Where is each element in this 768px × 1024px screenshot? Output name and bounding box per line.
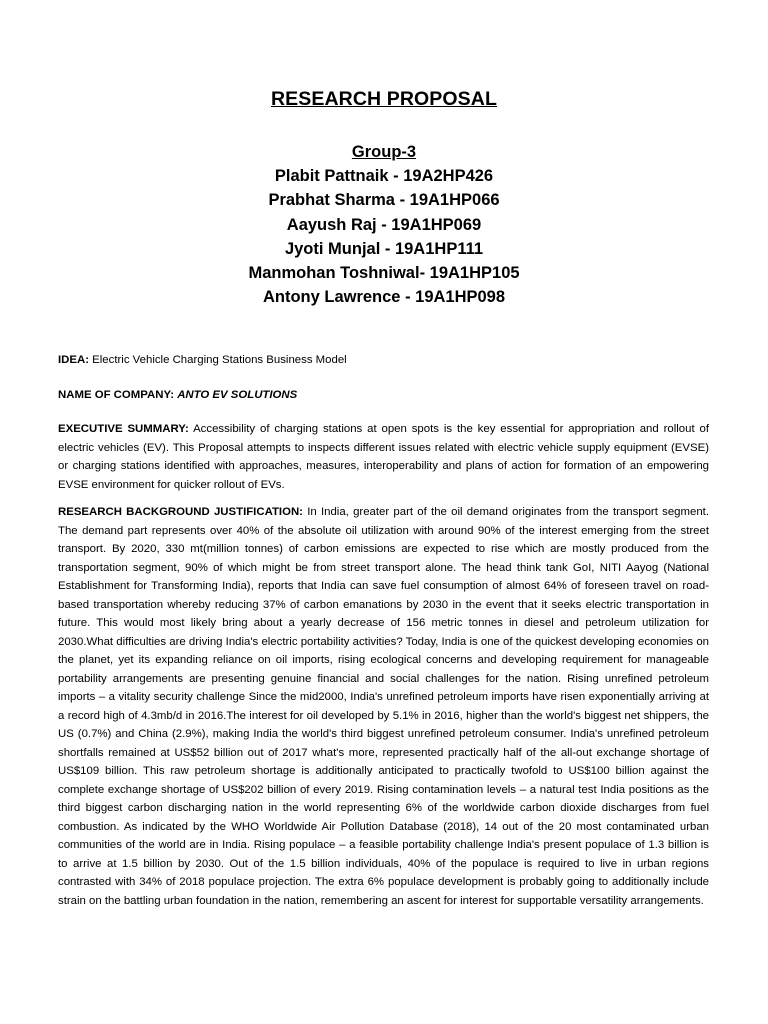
- idea-text: Electric Vehicle Charging Stations Business Model: [89, 354, 347, 366]
- group-member: Aayush Raj - 19A1HP069: [286, 215, 482, 234]
- group-member: Antony Lawrence - 19A1HP098: [262, 288, 506, 307]
- idea-paragraph: [58, 351, 709, 370]
- group-member: Manmohan Toshniwal- 19A1HP105: [248, 264, 520, 283]
- group-member: Plabit Pattnaik - 19A2HP426: [274, 167, 494, 185]
- document-title: RESEARCH PROPOSAL: [271, 88, 497, 110]
- idea-label: IDEA:: [58, 354, 90, 366]
- research-background-label: RESEARCH BACKGROUND JUSTIFICATION:: [58, 506, 303, 518]
- group-heading: Group-3: [351, 143, 417, 161]
- company-label: NAME OF COMPANY:: [58, 389, 175, 401]
- executive-summary-text: Accessibility of charging stations at open spots is the key essential for appropriation and rollout of electric vehicles (EV). This Proposal attempts to inspects different issues related with electric vehicle supply equipment (EVSE) or charging stations identified with approaches, measures, interoperability and plans of action for formation of an empowering EVSE environment for quicker rollout of EVs.: [58, 423, 709, 491]
- executive-summary-label: EXECUTIVE SUMMARY:: [58, 423, 189, 435]
- executive-summary-paragraph: [58, 420, 709, 494]
- company-paragraph: [58, 386, 709, 405]
- company-name: ANTO EV SOLUTIONS: [177, 389, 298, 401]
- group-block: [0, 140, 768, 310]
- group-member: Jyoti Munjal - 19A1HP111: [284, 239, 484, 258]
- research-background-paragraph: [58, 503, 709, 910]
- research-background-text: In India, greater part of the oil demand originates from the transport segment. The demand part represents over 40% of the absolute oil utilization with around 90% of the interest emerging from the street transport. By 2020, 330 mt(million tonnes) of carbon emissions are expected to rise which are mostly produced from the transportation segment, 90% of which might be from street transport alone. The head think tank GoI, NITI Aayog (National Establishment for Transforming India), reports that India can save fuel consumption of almost 64% of foreseen travel on road-based transportation whereby reducing 37% of carbon emanations by 2030 in the event that it seeks electric transportation in future. This would most likely bring about a yearly decrease of 156 metric tonnes in diesel and petroleum utilization for 2030.What difficulties are driving India's electric portability activities? Today, India is one of the quickest developing economies on the planet, yet its expanding reliance on oil imports, rising ecological concerns and developing requirement for manageable portability arrangements are presenting genuine financial and social challenges for the nation. Rising unrefined petroleum imports – a vitality security challenge Since the mid2000, India's unrefined petroleum imports have risen exponentially arriving at a record high of 4.3mb/d in 2016.The interest for oil developed by 5.1% in 2016, higher than the world's biggest net shippers, the US (0.7%) and China (2.9%), making India the world's third biggest unrefined petroleum consumer. India's unrefined petroleum shortfalls remained at US$52 billion out of 2017 what's more, represented practically half of the all-out exchange shortage of US$109 billion. This raw petroleum shortage is additionally anticipated to practically twofold to US$100 billion against the complete exchange shortage of US$202 billion of every 2019. Rising contamination levels – a natural test India positions as the third biggest carbon discharging nation in the world representing 6% of the worldwide carbon dioxide discharges from fuel combustion. As indicated by the WHO Worldwide Air Pollution Database (2018), 14 out of the 20 most contaminated urban communities of the world are in India. Rising populace – a feasible portability challenge India's present populace of 1.3 billion is to arrive at 1.5 billion by 2030. Out of the 1.5 billion individuals, 40% of the populace is required to live in urban regions contrasted with 34% of 2018 populace projection. The extra 6% populace development is probably going to additionally include strain on the battling urban foundation in the nation, remembering an ascent for interest for supportable versatility arrangements.: [58, 506, 709, 907]
- group-member: Prabhat Sharma - 19A1HP066: [268, 191, 500, 210]
